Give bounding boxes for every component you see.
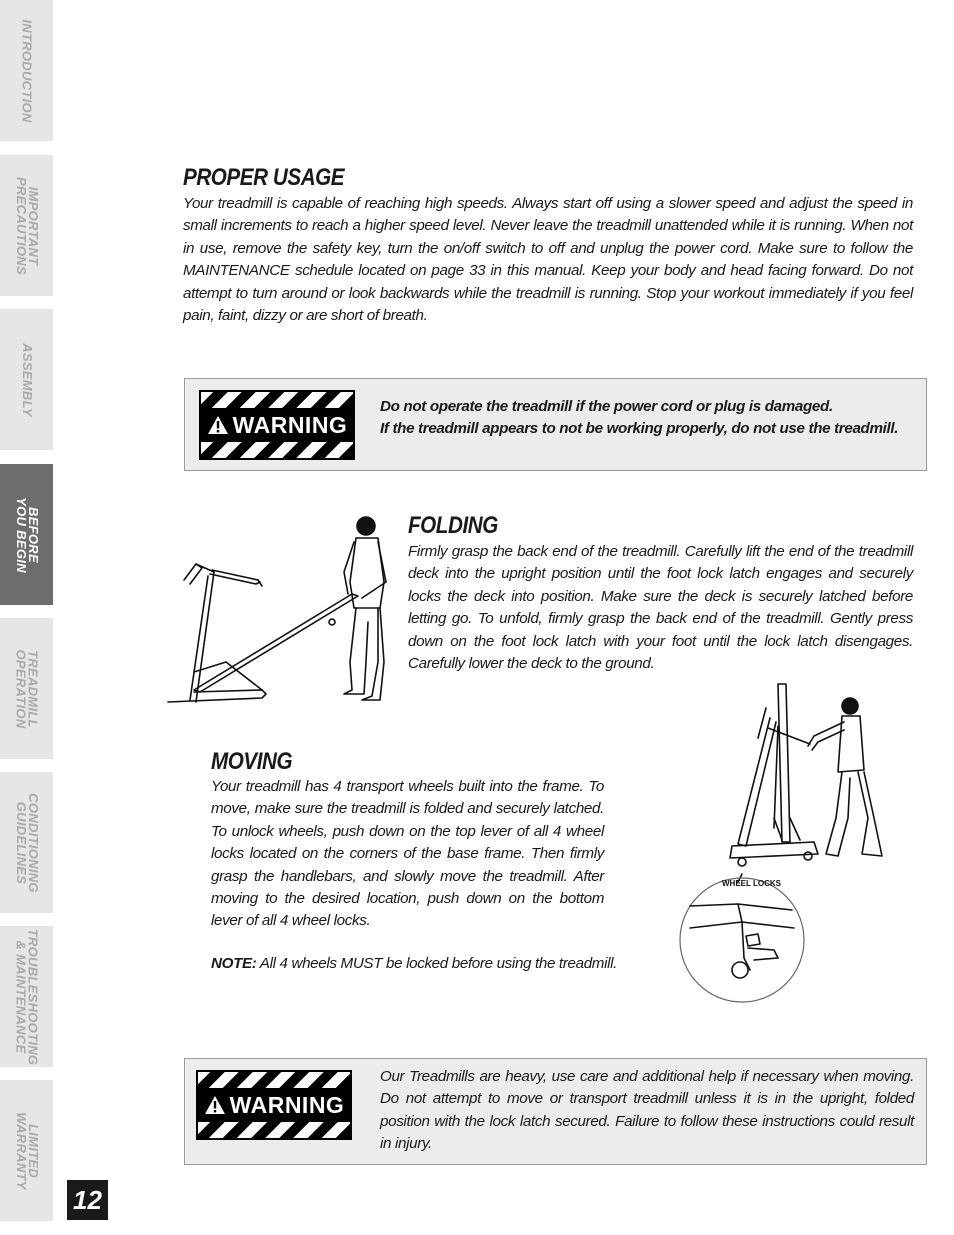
- tab-assembly[interactable]: ASSEMBLY: [0, 309, 53, 450]
- warning-label: WARNING: [232, 411, 348, 438]
- wheel-locks-callout: WHEEL LOCKS: [722, 879, 781, 888]
- moving-heading: MOVING: [211, 748, 293, 775]
- tab-treadmill-operation[interactable]: TREADMILL OPERATION: [0, 618, 53, 759]
- moving-treadmill-illustration: [678, 678, 893, 1008]
- tab-limited-warranty[interactable]: LIMITED WARRANTY: [0, 1080, 53, 1221]
- folding-heading: FOLDING: [408, 512, 498, 539]
- tab-introduction[interactable]: INTRODUCTION: [0, 0, 53, 141]
- tab-conditioning-guidelines[interactable]: CONDITIONING GUIDELINES: [0, 772, 53, 913]
- warning-triangle-icon: [207, 415, 229, 435]
- note-text: All 4 wheels MUST be locked before using the treadmill.: [256, 955, 618, 972]
- warning-line-2: If the treadmill appears to not be working properly, do not use the treadmill.: [380, 420, 899, 438]
- warning-text: [380, 396, 920, 441]
- folding-body: Firmly grasp the back end of the treadmill. Carefully lift the end of the treadmill deck into the upright position until the foot lock latch engages and securely locks the deck into position. Make sure the deck is securely latched before letting go. To unfold, firmly grasp the back end of the treadmill. Gently press down on the foot lock latch with your foot until the lock latch disengages. Carefully lower the deck to the ground.: [408, 543, 913, 673]
- moving-note: [211, 953, 631, 975]
- proper-usage-heading: PROPER USAGE: [183, 164, 345, 191]
- page-number: 12: [67, 1180, 108, 1220]
- folding-treadmill-illustration: [166, 512, 391, 707]
- warning-sign-2: [196, 1070, 352, 1140]
- proper-usage-body: Your treadmill is capable of reaching high speeds. Always start off using a slower speed and adjust the speed in small increments to reach a higher speed level. Never leave the treadmill unattended while it is running. When not in use, remove the safety key, turn the on/off switch to off and unplug the power cord. Make sure to follow the MAINTENANCE schedule located on page 33 in this manual. Keep your body and head facing forward. Do not attempt to turn around or look backwards while the treadmill is running. Stop your workout immediately if you feel pain, faint, dizzy or are short of breath.: [183, 195, 913, 325]
- warning-line-1: Do not operate the treadmill if the power cord or plug is damaged.: [380, 398, 833, 415]
- warning-box-power-cord: [184, 378, 927, 471]
- warning-label-2: WARNING: [229, 1091, 345, 1118]
- side-tab-navigation: [0, 0, 53, 1235]
- warning-triangle-icon: [204, 1095, 226, 1115]
- tab-important-precautions[interactable]: IMPORTANT PRECAUTIONS: [0, 155, 53, 296]
- warning-text-2: Our Treadmills are heavy, use care and additional help if necessary when moving. Do not attempt to move or transport treadmill unless it is in the upright, folded position with the lock latch secured. Failure to follow these instructions could result in injury.: [380, 1068, 914, 1153]
- tab-before-you-begin[interactable]: BEFORE YOU BEGIN: [0, 464, 53, 605]
- moving-body: Your treadmill has 4 transport wheels built into the frame. To move, make sure the treadmill is folded and securely latched. To unlock wheels, push down on the top lever of all 4 wheel locks located on the corners of the base frame. Then firmly grasp the handlebars, and slowly move the treadmill. After moving to the desired location, push down on the bottom lever of all 4 wheel locks.: [211, 778, 604, 930]
- warning-box-moving: [184, 1058, 927, 1165]
- warning-sign: [199, 390, 355, 460]
- note-label: NOTE:: [211, 955, 257, 972]
- tab-troubleshooting-maintenance[interactable]: TROUBLESHOOTING & MAINTENANCE: [0, 926, 53, 1067]
